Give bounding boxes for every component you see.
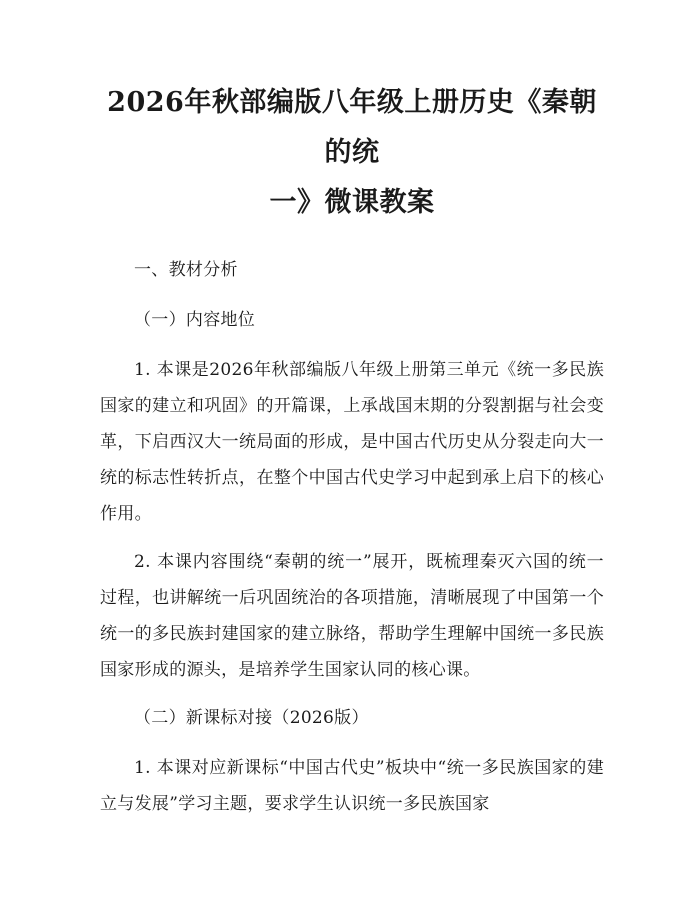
section-heading-teaching-material-analysis: 一、教材分析	[134, 260, 238, 280]
title-line-2: 一》微课教案	[269, 187, 435, 218]
paragraph-3: 1. 本课对应新课标“中国古代史”板块中“统一多民族国家的建立与发展”学习主题，要求学生认识统一多民族国家	[100, 758, 604, 814]
title-line-1: 2026年秋部编版八年级上册历史《秦朝的统	[107, 87, 597, 168]
paragraph-2: 2. 本课内容围绕“秦朝的统一”展开，既梳理秦灭六国的统一过程，也讲解统一后巩固统治的各项措施，清晰展现了中国第一个统一的多民族封建国家的建立脉络，帮助学生理解中国统一多民族国家形成的源头，是培养学生国家认同的核心课。	[100, 552, 604, 680]
paragraph-1: 1. 本课是2026年秋部编版八年级上册第三单元《统一多民族国家的建立和巩固》的开篇课，上承战国末期的分裂割据与社会变革，下启西汉大一统局面的形成，是中国古代历史从分裂走向大一统的标志性转折点，在整个中国古代史学习中起到承上启下的核心作用。	[100, 360, 604, 524]
subsection-heading-content-position: （一）内容地位	[134, 310, 256, 330]
subsection-heading-curriculum-standard: （二）新课标对接（2026版）	[134, 708, 369, 728]
document-title	[100, 78, 604, 228]
